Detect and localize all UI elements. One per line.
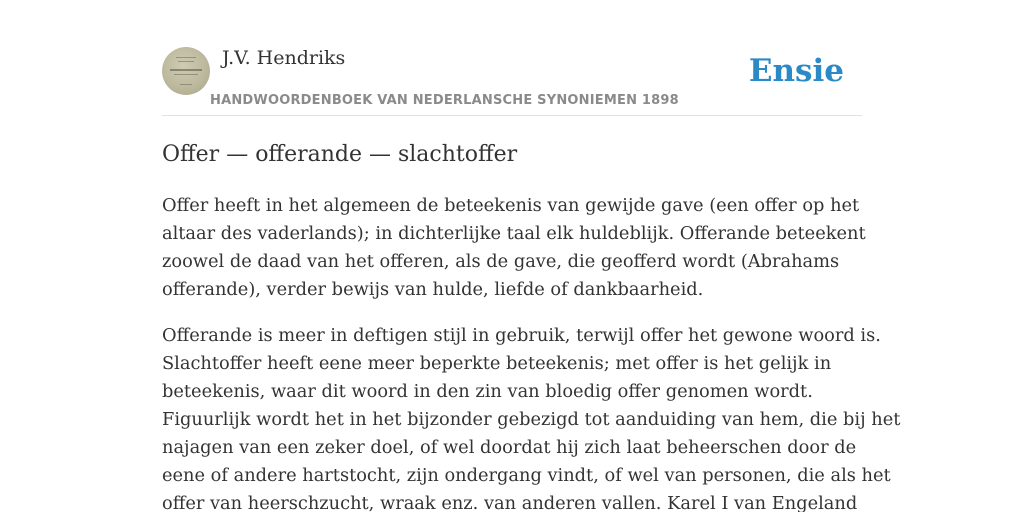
text-line: offer van heerschzucht, wraak enz. van anderen vallen. Karel I van Engeland [162,493,858,512]
text-line: najagen van een zeker doel, of wel doordat hij zich laat beheerschen door de [162,437,857,458]
text-line: Offer heeft in het algemeen de beteekenis van gewijde gave (een offer op het [162,195,860,216]
brand-logo[interactable]: Ensie [748,53,844,89]
text-line: Slachtoffer heeft eene meer beperkte beteekenis; met offer is het gelijk in [162,353,832,374]
text-line: Offerande is meer in deftigen stijl in gebruik, terwijl offer het gewone woord is. [162,325,881,346]
text-line: altaar des vaderlands); in dichterlijke taal elk huldeblijk. Offerande beteekent [162,223,866,244]
paragraph [162,322,901,512]
text-line: beteekenis, waar dit woord in den zin van bloedig offer genomen wordt. [162,381,813,402]
header [162,46,862,116]
text-line: Figuurlijk wordt het in het bijzonder gebezigd tot aanduiding van hem, die bij het [162,409,901,430]
header-divider [162,115,862,116]
book-cover-icon[interactable] [162,47,210,95]
author-name[interactable]: J.V. Hendriks [222,47,346,69]
text-line: eene of andere hartstocht, zijn ondergang vindt, of wel van personen, die als het [162,465,891,486]
article-title: Offer — offerande — slachtoffer [162,142,518,167]
text-line: zoowel de daad van het offeren, als de gave, die geofferd wordt (Abrahams [162,251,840,272]
text-line: offerande), verder bewijs van hulde, liefde of dankbaarheid. [162,279,704,300]
paragraph [162,192,882,304]
article-body [162,192,901,512]
source-title[interactable]: HANDWOORDENBOEK VAN NEDERLANSCHE SYNONIEMEN 1898 [210,93,679,108]
